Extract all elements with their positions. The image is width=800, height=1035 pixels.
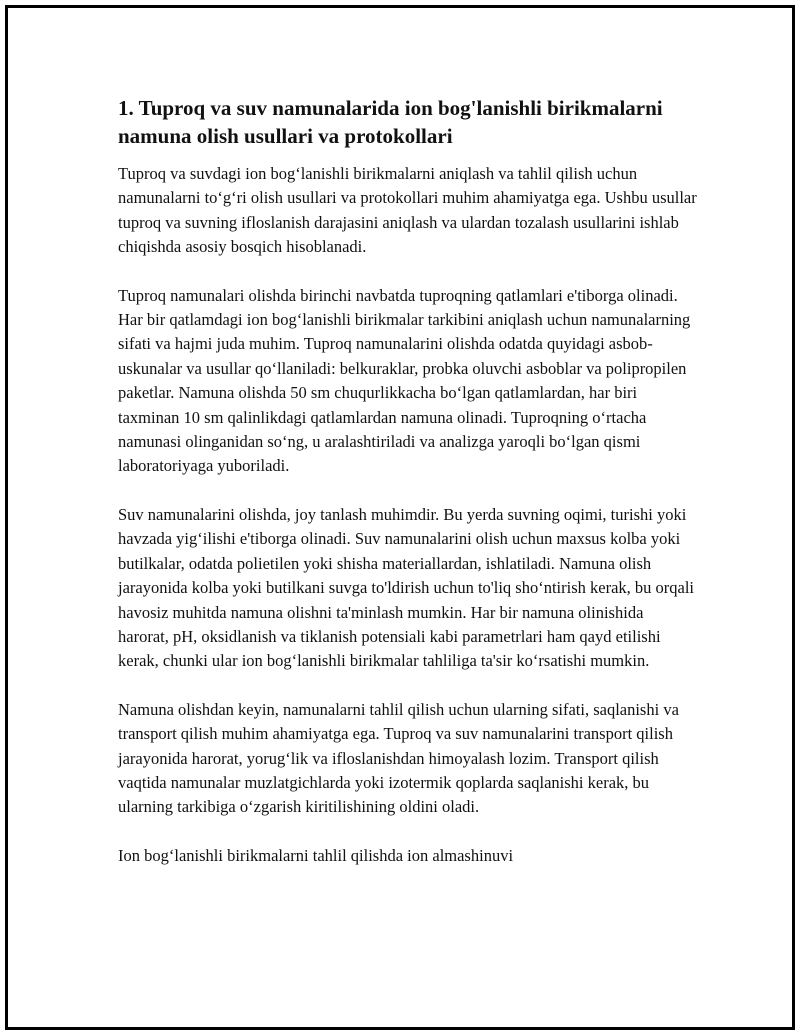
paragraph-analysis: Ion bog‘lanishli birikmalarni tahlil qilishda ion almashinuvi — [118, 845, 514, 865]
section-heading: 1. Tuproq va suv namunalarida ion bog'lanishli birikmalarni namuna olish usullari va protokollari — [118, 96, 663, 148]
paragraph-transport: Namuna olishdan keyin, namunalarni tahlil qilish uchun ularning sifati, saqlanishi va transport qilish muhim ahamiyatga ega. Tuproq va suv namunalarini transport qilish jarayonida harorat, yorug‘lik va ifloslanishdan himoyalash lozim. Transport qilish vaqtida namunalar muzlatgichlarda yoki izotermik qoplarda saqlanishi kerak, bu ularning tarkibiga o‘zgarish kiritilishining oldini oladi. — [118, 699, 679, 817]
paragraph-intro: Tuproq va suvdagi ion bog‘lanishli birikmalarni aniqlash va tahlil qilish uchun namunalarni to‘g‘ri olish usullari va protokollari muhim ahamiyatga ega. Ushbu usullar tuproq va suvning ifloslanish darajasini aniqlash va ulardan tozalash usullarini ishlab chiqishda asosiy bosqich hisoblanadi. — [118, 164, 697, 257]
paragraph-water-sampling: Suv namunalarini olishda, joy tanlash muhimdir. Bu yerda suvning oqimi, turishi yoki havzada yig‘ilishi e'tiborga olinadi. Suv namunalarini olish uchun maxsus kolba yoki butilkalar, odatda polietilen yoki shisha materiallardan, ishlatiladi. Namuna olish jarayonida kolba yoki butilkani suvga to'ldirish uchun to'liq sho‘ntirish kerak, bu orqali havosiz muhitda namuna olishni ta'minlash mumkin. Har bir namuna olinishida harorat, pH, oksidlanish va tiklanish potensiali kabi parametrlari ham qayd etilishi kerak, chunki ular ion bog‘lanishli birikmalar tahliliga ta'sir ko‘rsatishi mumkin. — [118, 504, 695, 671]
document-body — [118, 94, 698, 892]
paragraph-soil-sampling: Tuproq namunalari olishda birinchi navbatda tuproqning qatlamlari e'tiborga olinadi. Har bir qatlamdagi ion bog‘lanishli birikmalar tarkibini aniqlash uchun namunalarning sifati va hajmi juda muhim. Tuproq namunalarini olishda odatda quyidagi asbob-uskunalar va usullar qo‘llaniladi: belkuraklar, probka oluvchi asboblar va polipropilen paketlar. Namuna olishda 50 sm chuqurlikkacha bo‘lgan qatlamlardan, har biri taxminan 10 sm qalinlikdagi qatlamlardan namuna olinadi. Tuproqning o‘rtacha namunasi olinganidan so‘ng, u aralashtiriladi va analizga yaroqli bo‘lgan qismi laboratoriyaga yuboriladi. — [118, 285, 691, 476]
